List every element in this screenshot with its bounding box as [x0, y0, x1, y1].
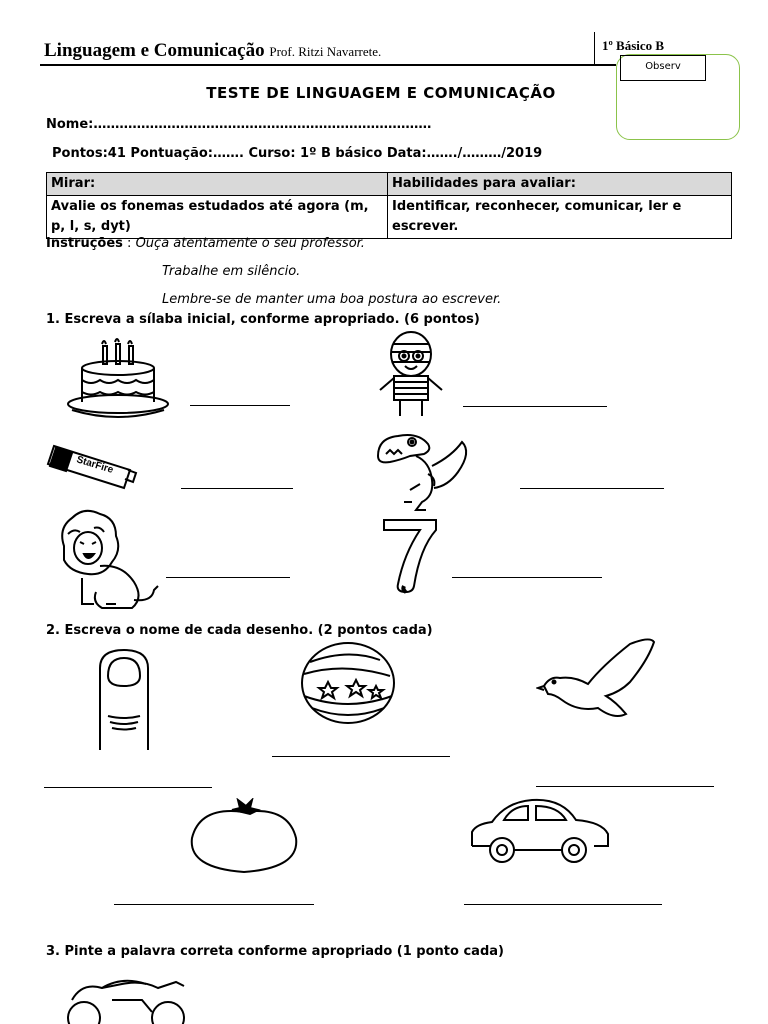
motorcycle-icon — [62, 970, 194, 1024]
answer-line-lion[interactable] — [166, 577, 290, 578]
answer-line-ball[interactable] — [272, 756, 450, 757]
goals-header-col1: Mirar: — [47, 173, 388, 196]
question-3-number: 3. — [46, 944, 60, 959]
header-divider — [594, 32, 595, 64]
question-3 — [46, 944, 504, 959]
answer-line-mummy[interactable] — [463, 406, 607, 407]
battery-brand-text: StarFire — [75, 454, 115, 476]
tomato-icon — [186, 798, 302, 874]
observation-label: Observ — [620, 55, 706, 81]
header-title — [44, 40, 381, 62]
number-seven-icon — [378, 512, 444, 594]
dinosaur-icon — [372, 426, 476, 514]
answer-line-dove[interactable] — [536, 786, 714, 787]
question-2-number: 2. — [46, 623, 60, 638]
test-title: TESTE DE LINGUAGEM E COMUNICAÇÃO — [206, 84, 556, 102]
instruction-line-3: Lembre-se de manter uma boa postura ao escrever. — [162, 292, 502, 307]
dove-icon — [536, 636, 660, 728]
car-icon — [466, 796, 614, 868]
question-1 — [46, 312, 480, 327]
question-2-text: Escreva o nome de cada desenho. (2 pontos cada) — [64, 623, 433, 638]
mummy-icon — [366, 328, 456, 418]
instruction-line-2: Trabalhe em silêncio. — [162, 264, 301, 279]
instructions-label: Instruções — [46, 236, 123, 251]
class-label: 1º Básico B — [602, 38, 665, 53]
question-3-text: Pinte a palavra correta conforme apropriado (1 ponto cada) — [64, 944, 504, 959]
question-1-text: Escreva a sílaba inicial, conforme apropriado. (6 pontos) — [64, 312, 480, 327]
goals-cell-col2: Identificar, reconhecer, comunicar, ler e escrever. — [388, 196, 732, 239]
finger-icon — [92, 646, 156, 756]
answer-line-tomato[interactable] — [114, 904, 314, 905]
answer-line-dinosaur[interactable] — [520, 488, 664, 489]
goals-cell-col1: Avalie os fonemas estudados até agora (m, p, l, s, dyt) — [47, 196, 388, 239]
goals-table — [46, 172, 732, 239]
question-2 — [46, 623, 433, 638]
cake-icon — [62, 336, 174, 422]
answer-line-seven[interactable] — [452, 577, 602, 578]
answer-line-car[interactable] — [464, 904, 662, 905]
battery-icon — [46, 440, 142, 496]
question-1-number: 1. — [46, 312, 60, 327]
page-title — [0, 84, 768, 102]
points-line: Pontos:41 Pontuação:……. Curso: 1º B básico Data:……./………/2019 — [52, 146, 543, 161]
lion-icon — [54, 508, 160, 616]
answer-line-battery[interactable] — [181, 488, 293, 489]
answer-line-cake[interactable] — [190, 405, 290, 406]
header-rule — [40, 64, 616, 66]
ball-icon — [298, 640, 398, 726]
name-line[interactable]: Nome:…………………………………………………………………… — [46, 117, 432, 132]
subject-title: Linguagem e Comunicação — [44, 40, 265, 61]
teacher-name: Prof. Ritzi Navarrete. — [269, 44, 382, 59]
instructions-separator: : — [127, 236, 132, 251]
goals-header-col2: Habilidades para avaliar: — [388, 173, 732, 196]
answer-line-finger[interactable] — [44, 787, 212, 788]
instruction-line-1: Ouça atentamente o seu professor. — [135, 236, 365, 251]
instructions — [46, 236, 365, 251]
